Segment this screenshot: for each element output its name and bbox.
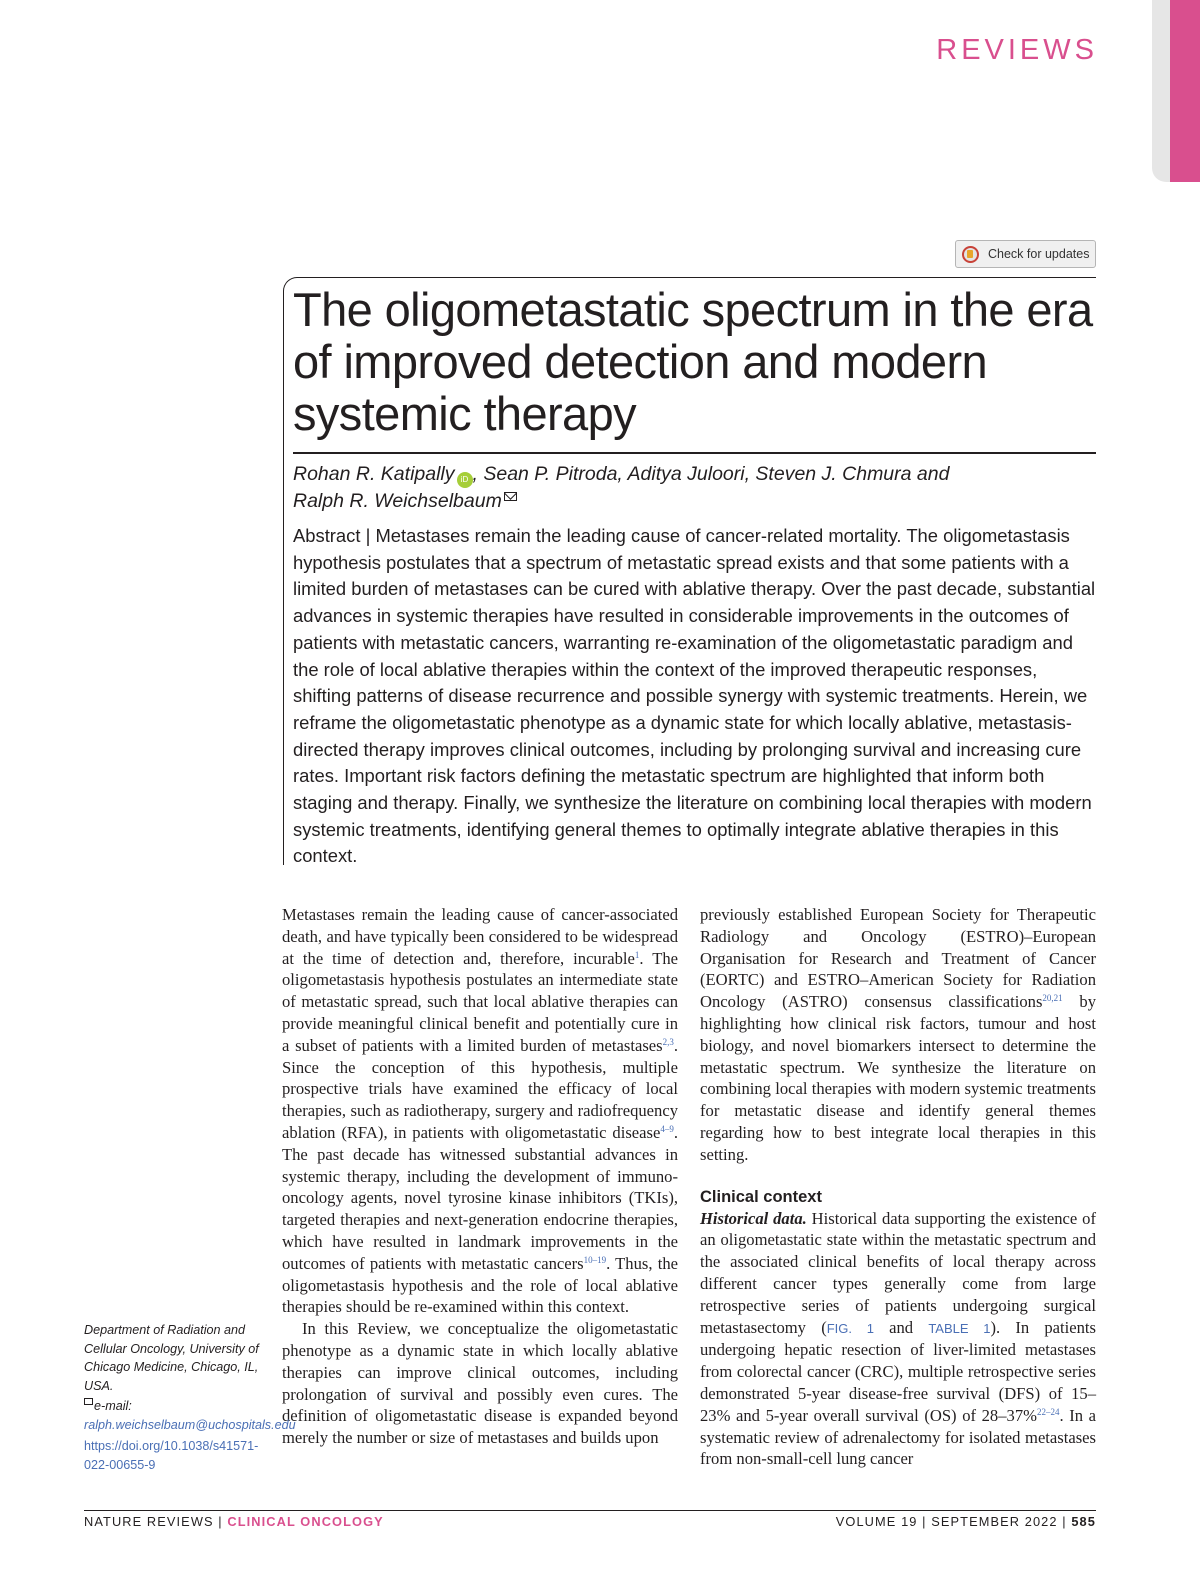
article-title: The oligometastatic spectrum in the era of improved detection and modern systemic therapy: [293, 283, 1093, 440]
check-for-updates-button[interactable]: [955, 240, 1096, 268]
figure-link[interactable]: FIG. 1: [826, 1320, 874, 1336]
check-updates-label: Check for updates: [988, 247, 1090, 261]
citation-link[interactable]: 22–24: [1036, 1406, 1060, 1417]
section-label: REVIEWS: [936, 34, 1098, 66]
abstract: Abstract | Metastases remain the leading cause of cancer-related mortality. The oligometastasis hypothesis postulates that a spectrum of metastatic spread exists and that some patients with a limited burden of metastases can be cured with ablative therapy. Over the past decade, substantial advances in systemic therapies have resulted in considerable improvements in the outcomes of patients with metastatic cancers, warranting re-examination of the oligometastatic paradigm and the role of local ablative therapies within the context of the improved therapeutic responses, shifting patterns of disease recurrence and possible synergy with systemic treatments. Herein, we reframe the oligometastatic phenotype as a dynamic state for which locally ablative, metastasis-directed therapy improves clinical outcomes, including by prolonging survival and increasing cure rates. Important risk factors defining the metastatic spectrum are highlighted that inform both staging and therapy. Finally, we synthesize the literature on combining local therapies with modern systemic treatments, identifying general themes to optimally integrate ablative therapies in this context.: [293, 525, 1096, 867]
subheading: Historical data.: [700, 1208, 807, 1228]
page-number: 585: [1071, 1514, 1096, 1529]
citation-link[interactable]: 1: [634, 949, 640, 960]
author-affiliation: Department of Radiation and Cellular Oncology, University of Chicago Medicine, Chicago, IL, USA.: [84, 1323, 259, 1393]
authors-rest: , Sean P. Pitroda, Aditya Juloori, Steven J. Chmura and: [472, 463, 950, 485]
footer-journal: NATURE REVIEWS | CLINICAL ONCOLOGY: [84, 1514, 384, 1529]
crossmark-icon: [962, 246, 979, 263]
title-divider: [293, 452, 1096, 454]
citation-link[interactable]: 4–9: [660, 1123, 674, 1134]
orcid-icon[interactable]: iD: [457, 472, 473, 488]
citation-link[interactable]: 20,21: [1042, 993, 1063, 1004]
body-paragraph: previously established European Society for Therapeutic Radiology and Oncology (ESTRO)–European Organisation for Research and Treatment of Cancer (EORTC) and ESTRO–American Society for Radiation Oncology (ASTRO) consensus classifications$^{20,21}$ by highlighting how clinical risk factors, tumour and host biology, and novel biomarkers intersect to determine the metastatic spectrum. We synthesize the literature on combining local therapies with modern systemic treatments for metastatic disease and identify general themes regarding how to best integrate local therapies in this setting.: [700, 905, 1096, 1164]
correspondence-email: e-mail: ralph.weichselbaum@uchospitals.edu: [84, 1399, 296, 1432]
body-column-right: [700, 904, 1096, 1470]
citation-link[interactable]: 10–19: [583, 1254, 607, 1265]
footer-volume: VOLUME 19 | SEPTEMBER 2022 | 585: [835, 1514, 1096, 1529]
body-paragraph: In this Review, we conceptualize the oligometastatic phenotype as a dynamic state in which locally ablative therapies can improve clinical outcomes, including prolongation of survival and possibly even cures. The definition of oligometastatic disease is expanded beyond merely the number or size of metastases and builds upon: [282, 1319, 678, 1448]
journal-name-accent: CLINICAL ONCOLOGY: [227, 1514, 384, 1529]
envelope-icon[interactable]: [504, 492, 517, 501]
citation-link[interactable]: 2,3: [662, 1036, 674, 1047]
body-column-left: [282, 904, 678, 1449]
page-tab-shadow: [1152, 0, 1170, 182]
table-link[interactable]: TABLE 1: [928, 1320, 991, 1336]
email-icon: [84, 1398, 93, 1405]
author-first[interactable]: Rohan R. Katipally: [293, 463, 455, 485]
author-list: [293, 461, 1083, 515]
footer-divider: [84, 1510, 1096, 1511]
author-corresponding[interactable]: Ralph R. Weichselbaum: [293, 490, 502, 512]
body-paragraph: Metastases remain the leading cause of cancer-associated death, and have typically been considered to be widespread at the time of detection and, therefore, incurable$^1$. The oligometastasis hypothesis postulates an intermediate state of metastatic spread, such that local ablative therapies can provide meaningful clinical benefit and potentially cure in a subset of patients with a limited burden of metastases$^{2,3}$. Since the conception of this hypothesis, multiple prospective trials have examined the efficacy of local therapies, such as radiotherapy, surgery and radiofrequency ablation (RFA), in patients with oligometastatic disease$^{4-9}$. The past decade has witnessed substantial advances in systemic therapy, including the development of immuno-oncology agents, novel tyrosine kinase inhibitors (TKIs), targeted therapies and next-generation endocrine therapies, which have resulted in landmark improvements in the outcomes of patients with metastatic cancers$^{10-19}$. Thus, the oligometastasis hypothesis and the role of local ablative therapies should be re-examined within this context.: [282, 905, 678, 1317]
section-color-tab: [1170, 0, 1200, 182]
email-link[interactable]: ralph.weichselbaum@uchospitals.edu: [84, 1417, 296, 1432]
body-paragraph: Historical data. Historical data supporting the existence of an oligometastatic state within the metastatic spectrum and the associated clinical benefits of local therapy across different cancer types generally come from large retrospective series of patients undergoing surgical metastasectomy (FIG. 1 and TABLE 1). In patients undergoing hepatic resection of liver-limited metastases from colorectal cancer (CRC), multiple retrospective series demonstrated 5-year disease-free survival (DFS) of 15–23% and 5-year overall survival (OS) of 28–37%$^{22-24}$. In a systematic review of adrenalectomy for isolated metastases from non-small-cell lung cancer: [700, 1208, 1096, 1469]
doi-link[interactable]: https://doi.org/10.1038/s41571-022-00655-9: [84, 1439, 259, 1472]
section-heading: Clinical context: [700, 1187, 822, 1206]
